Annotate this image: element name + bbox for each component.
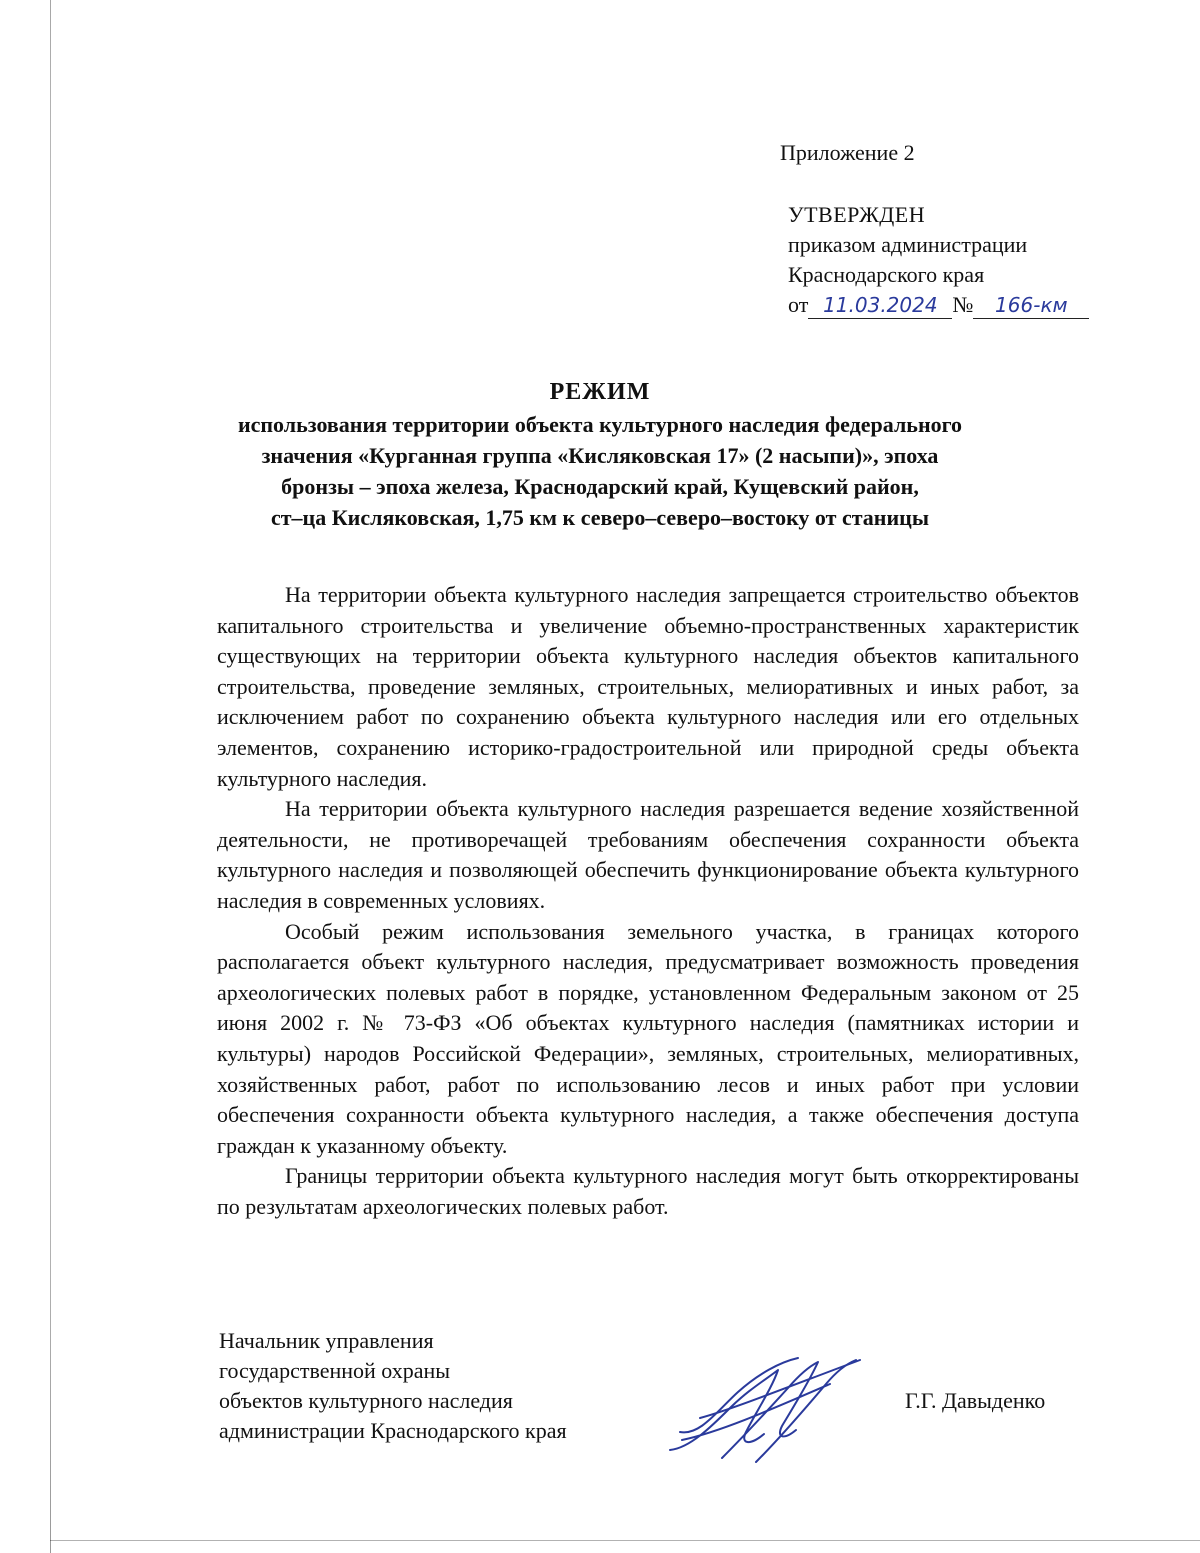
approval-block [788, 200, 1089, 320]
title-main: РЕЖИМ [549, 379, 651, 405]
title-line-2: значения «Курганная группа «Кисляковская 17» (2 насыпи)», эпоха [261, 443, 939, 468]
approved-by-line-2: Краснодарского края [788, 262, 985, 287]
approved-by-line-1: приказом администрации [788, 232, 1028, 257]
position-line-4: администрации Краснодарского края [219, 1418, 567, 1443]
scan-edge-left [50, 0, 51, 1553]
title-subtitle [180, 409, 1020, 533]
order-prefix: от [788, 292, 809, 317]
order-number-handwritten: 166-км [973, 292, 1089, 319]
paragraph-permissions: На территории объекта культурного наследия разрешается ведение хозяйственной деятельности, не противоречащей требованиям обеспечения сохранности объекта культурного наследия и позволяющей обеспечить функционирование объекта культурного наследия в современных условиях. [217, 796, 1079, 913]
title-line-4: ст–ца Кисляковская, 1,75 км к северо–северо–востоку от станицы [270, 505, 929, 530]
order-number-sign: № [952, 292, 974, 317]
scan-edge-bottom [50, 1540, 1200, 1541]
signer-position [219, 1326, 567, 1446]
handwritten-signature [660, 1340, 870, 1470]
paragraph-special-regime: Особый режим использования земельного участка, в границах которого располагается объект культурного наследия, предусматривает возможность проведения археологических полевых работ в порядке, установленном Федеральным законом от 25 июня 2002 г. № 73-ФЗ «Об объектах культурного наследия (памятниках истории и культуры) народов Российской Федерации», земляных, строительных, мелиоративных, хозяйственных работ, работ по использованию лесов и иных работ при условии обеспечения сохранности объекта культурного наследия, а также обеспечения доступа граждан к указанному объекту. [217, 918, 1079, 1158]
order-date-handwritten: 11.03.2024 [808, 292, 952, 319]
title-line-1: использования территории объекта культурного наследия федерального [237, 412, 963, 437]
title-line-3: бронзы – эпоха железа, Краснодарский край, Кущевский район, [281, 474, 919, 499]
position-line-1: Начальник управления [219, 1328, 434, 1353]
approved-heading: УТВЕРЖДЕН [788, 202, 926, 227]
position-line-2: государственной охраны [219, 1358, 451, 1383]
document-body [217, 580, 1079, 1222]
order-line [788, 290, 1089, 320]
position-line-3: объектов культурного наследия [219, 1388, 513, 1413]
document-title [180, 375, 1020, 533]
signer-name: Г.Г. Давыденко [905, 1388, 1046, 1413]
paragraph-boundaries: Границы территории объекта культурного наследия могут быть откорректированы по результатам археологических полевых работ. [217, 1163, 1079, 1219]
appendix-label: Приложение 2 [780, 140, 915, 165]
paragraph-prohibitions: На территории объекта культурного наследия запрещается строительство объектов капитального строительства и увеличение объемно-пространственных характеристик существующих на территории объекта культурного наследия объектов капитального строительства, проведение земляных, строительных, мелиоративных и иных работ, за исключением работ по сохранению объекта культурного наследия или его отдельных элементов, сохранению историко-градостроительной или природной среды объекта культурного наследия. [217, 582, 1079, 791]
